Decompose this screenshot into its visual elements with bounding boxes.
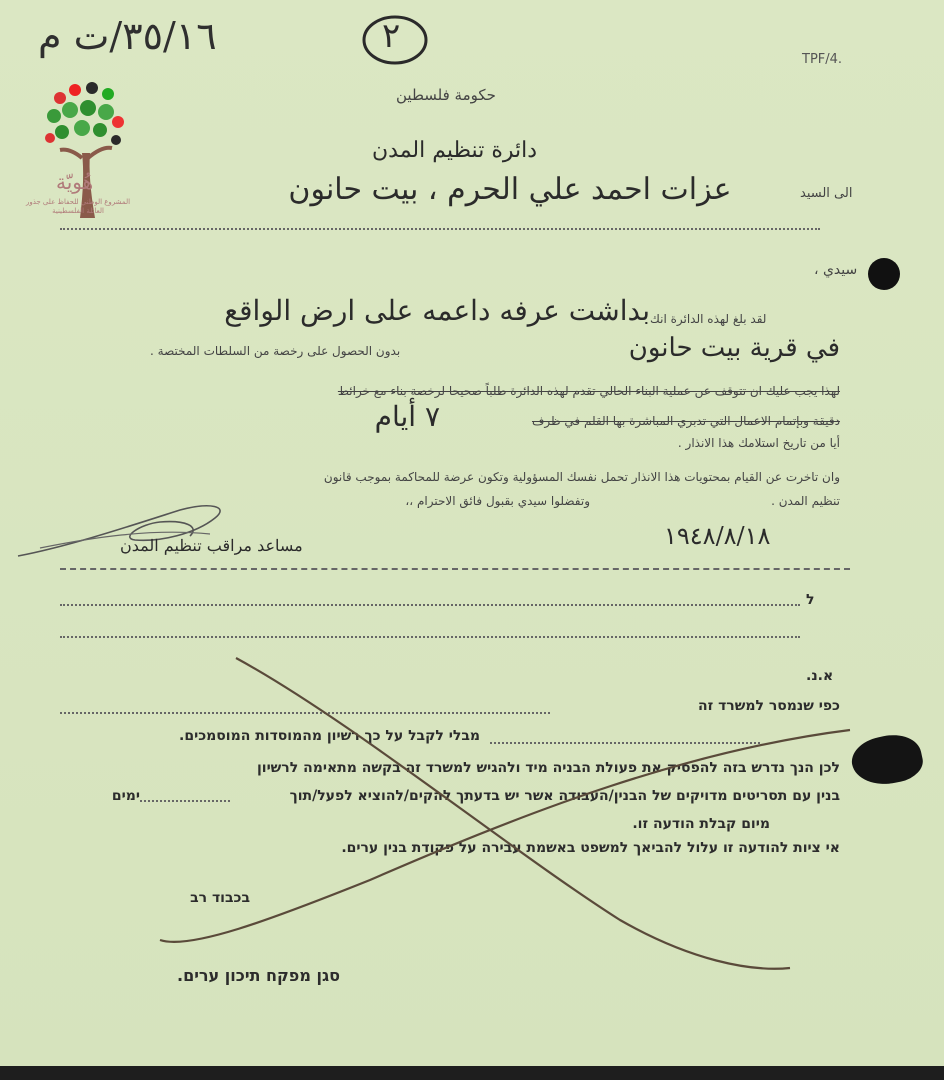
file-number: ٣٥/١٦/ت م xyxy=(38,14,217,58)
government-title: حكومة فلسطين xyxy=(396,86,496,104)
logo-caption: هُويّة xyxy=(56,170,94,194)
body-line1-hand: بداشت عرفه داعمه على ارض الواقع xyxy=(224,294,650,327)
department-title: دائرة تنظيم المدن xyxy=(372,138,538,163)
body-line2-printed: بدون الحصول على رخصة من السلطات المختصة . xyxy=(150,344,401,358)
hebrew-line1: כפי שנמסר למשרד זה xyxy=(697,698,840,714)
hebrew-greeting: א.נ. xyxy=(806,668,834,684)
hebrew-line4b: ימים xyxy=(111,788,140,804)
circled-number: ٢ xyxy=(382,16,401,56)
hebrew-to: ל xyxy=(806,592,815,608)
scan-bottom-edge xyxy=(0,1066,944,1080)
body-line4-printed: دقيقة وبإتمام الاعمال التي تدبري المباشرة بها القلم في ظرف xyxy=(531,414,840,428)
handwritten-signature xyxy=(10,496,250,566)
to-label: الى السيد xyxy=(800,186,853,201)
recipient-dotted-line xyxy=(60,228,820,230)
body-line7b: وتفضلوا سيدي بقبول فائق الاحترام ،، xyxy=(405,494,590,508)
hebrew-line6: אי ציות להודעה זו עלול להביאך למשפט באשמת עבירה על פקודת בנין ערים. xyxy=(341,840,840,856)
salutation: سيدي ، xyxy=(814,262,858,278)
punch-hole xyxy=(868,258,900,290)
body-line5: أيا من تاريخ استلامك هذا الانذار . xyxy=(677,436,840,450)
recipient-name: عزات احمد علي الحرم ، بيت حانون xyxy=(288,172,732,207)
hebrew-line5: מיום קבלת הודעה זו. xyxy=(632,816,770,832)
body-line7a: تنظيم المدن . xyxy=(771,494,840,508)
body-line6: وان تاخرت عن القيام بمحتويات هذا الانذار تحمل نفسك المسؤولية وتكون عرضة للمحاكمة بموجب قانون xyxy=(323,470,840,484)
body-line1-printed: لقد بلغ لهذه الدائرة انك xyxy=(650,312,767,326)
hebrew-regards: בכבוד רב xyxy=(190,890,250,906)
body-line3: لهذا يجب عليك ان تتوقف عن عملية البناء الحالي تقدم لهذه الدائرة طلباً صحيحا لرخصة بناء مع خرائط xyxy=(337,384,840,398)
arabic-signer: مساعد مراقب تنظيم المدن xyxy=(120,536,303,555)
hebrew-line3: לכן הנך נדרש בזה להפסיק את פעולת הבניה מיד ולהגיש למשרד זה בקשה מתאימה לרשיון xyxy=(256,760,840,776)
hebrew-line4a: בנין עם תסריטים מדויקים של הבנין/העבודה אשר יש בדעתך להקים/להוציא לפעל/תוך xyxy=(289,788,840,804)
form-code: TPF/4. xyxy=(802,52,843,67)
logo-subcaption: المشروع الوطني للحفاظ على جذور العائلة الفلسطينية xyxy=(25,198,131,215)
body-line2-hand: في قرية بيت حانون xyxy=(628,333,840,363)
letter-date: ١٩٤٨/٨/١٨ xyxy=(664,522,771,550)
body-line4-hand: ٧ أيام xyxy=(374,400,440,433)
hebrew-line2-text: מבלי לקבל על כך רשיון מהמוסדות המוסמכים. xyxy=(179,728,480,744)
hebrew-to-line1 xyxy=(60,604,800,606)
section-divider xyxy=(60,568,850,570)
hebrew-to-line2 xyxy=(60,636,800,638)
hebrew-signer: סגן מפקח תיכון ערים. xyxy=(176,966,340,985)
cross-out-mark xyxy=(150,650,870,980)
